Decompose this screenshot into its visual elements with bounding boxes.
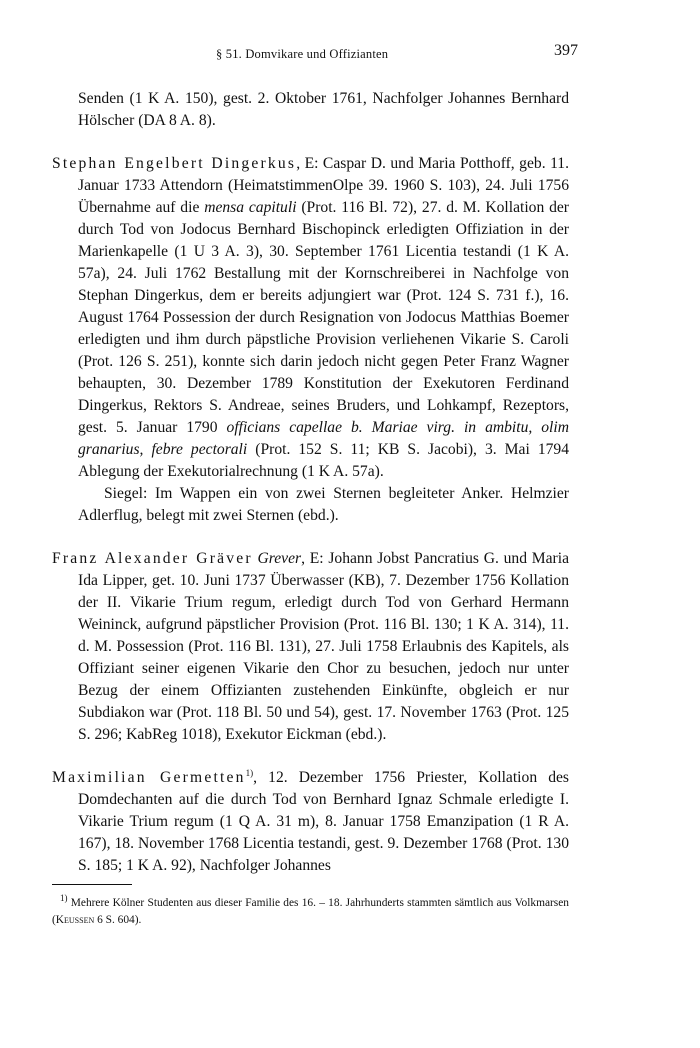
- entry-text: , E: Caspar D. und Maria Potthoff, geb. 11. Januar 1733 Attendorn (HeimatstimmenOlpe 39. 1960 S. 103), 24. Juli 1756 Übernahme auf die: [78, 155, 570, 216]
- entry-name: Franz Alexander Gräver: [52, 550, 253, 567]
- footnote-text: Mehrere Kölner Studenten aus dieser Familie des 16. – 18. Jahrhunderts stammten sämtlich aus Volkmarsen (: [52, 897, 569, 926]
- entry-italic-quote: officians capellae b. Mariae virg. in ambitu, olim granarius, febre pectorali: [78, 419, 569, 458]
- footnote-divider: [52, 884, 132, 885]
- running-head: § 51. Domvikare und Offizianten: [216, 47, 389, 61]
- entry-senden-continuation: [52, 88, 569, 132]
- entry-name: Stephan Engelbert Dingerkus: [52, 155, 297, 172]
- entry-text: , 12. Dezember 1756 Priester, Kollation des Domdechanten auf die durch Tod von Bernhard Ignaz Schmale erledigte I. Vikarie Trium regum (1 Q A. 31 m), 8. Januar 1758 Emanzipation (1 R A. 167), 18. November 1768 Licentia testandi, gest. 9. Dezember 1768 (Prot. 130 S. 185; 1 K A. 92), Nachfolger Johannes: [78, 769, 569, 874]
- entry-text: (Prot. 116 Bl. 72), 27. d. M. Kollation der durch Tod von Jodocus Bernhard Bischopinck erledigten Offiziation in der Marienkapelle (1 U 3 A. 3), 30. September 1761 Licentia testandi (1 K A. 57a), 24. Juli 1762 Bestallung mit der Kornschreiberei in Nachfolge von Stephan Dingerkus, dem er bereits adjungiert war (Prot. 124 S. 731 f.), 16. August 1764 Possession der durch Resignation von Jodocus Matthias Boemer erledigten und ihm durch päpstliche Provision verliehenen Vikarie S. Caroli (Prot. 126 S. 251), konnte sich darin jedoch nicht gegen Peter Franz Wagner behaupten, 30. Dezember 1789 Konstitution der Exekutoren Ferdinand Dingerkus, Rektors S. Andreae, seines Bruders, und Lohkampf, Rezeptors, gest. 5. Januar 1790: [78, 199, 569, 436]
- footnote-mark: 1): [60, 893, 68, 904]
- entry-graever: [52, 548, 569, 746]
- footnotes: [52, 895, 569, 929]
- entry-name: Maximilian Germetten: [52, 769, 246, 786]
- entry-dingerkus: [52, 153, 569, 483]
- entry-text: Senden (1 K A. 150), gest. 2. Oktober 1761, Nachfolger Johannes Bernhard Hölscher (DA 8 A. 8).: [78, 90, 569, 129]
- entry-dingerkus-seal: [52, 483, 569, 527]
- page-number: 397: [554, 42, 578, 59]
- footnote-1: [52, 895, 569, 929]
- main-text: [52, 88, 569, 877]
- entry-germetten: [52, 767, 569, 877]
- footnote-author: Keussen: [55, 914, 95, 926]
- footnote-reference[interactable]: 1): [245, 767, 254, 778]
- entry-text: , E: Johann Jobst Pancratius G. und Maria Ida Lipper, get. 10. Juni 1737 Überwasser (KB), 7. Dezember 1756 Kollation der II. Vikarie Trium regum, erledigt durch Tod von Gerhard Hermann Weininck, aufgrund päpstlicher Provision (Prot. 116 Bl. 130; 1 K A. 314), 11. d. M. Possession (Prot. 116 Bl. 131), 27. Juli 1758 Erlaubnis des Kapitels, als Offiziant seiner eigenen Vikarie den Chor zu besuchen, jedoch nur unter Bezug der einem Offizianten zustehenden Einkünfte, obgleich er nur Subdiakon war (Prot. 118 Bl. 50 und 54), gest. 17. November 1763 (Prot. 125 S. 296; KabReg 1018), Exekutor Eickman (ebd.).: [78, 550, 569, 743]
- entry-name-variant: Grever: [257, 550, 302, 567]
- footnote-text: 6 S. 604).: [94, 914, 142, 926]
- entry-italic-term: mensa capituli: [204, 199, 297, 216]
- entry-text: (Prot. 152 S. 11; KB S. Jacobi), 3. Mai 1794 Ablegung der Exekutorialrechnung (1 K A. 57a).: [78, 441, 570, 480]
- seal-text: Siegel: Im Wappen ein von zwei Sternen begleiteter Anker. Helmzier Adlerflug, belegt mit zwei Sternen (ebd.).: [78, 485, 569, 524]
